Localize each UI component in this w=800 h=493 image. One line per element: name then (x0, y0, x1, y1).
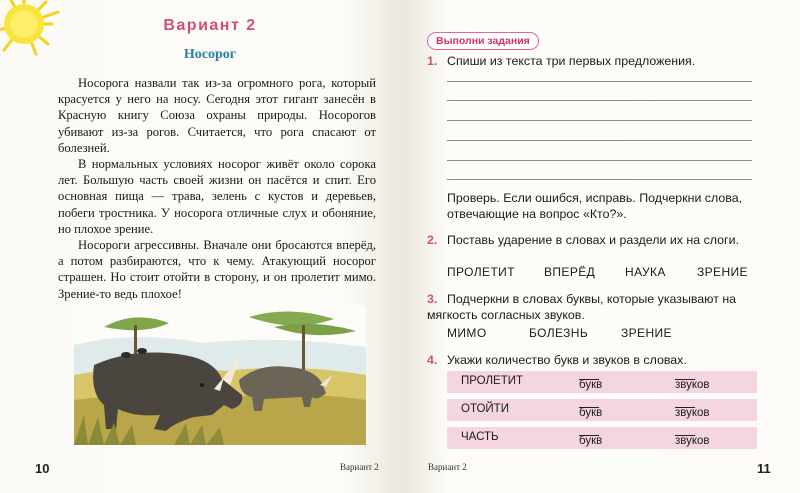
writing-line[interactable] (447, 160, 752, 161)
word[interactable]: НАУКА (625, 265, 666, 279)
page-number: 11 (757, 461, 771, 476)
sounds-label: звуков (675, 379, 710, 391)
writing-line[interactable] (447, 140, 752, 141)
task-text: Укажи количество букв и звуков в словах. (447, 353, 687, 367)
sounds-label: звуков (675, 435, 710, 447)
task-text: Поставь ударение в словах и раздели их на слоги. (447, 233, 739, 247)
word[interactable]: ЗРЕНИЕ (621, 326, 672, 340)
task-text: Спиши из текста три первых предложения. (447, 54, 696, 68)
tasks-label: Выполни задания (427, 32, 539, 50)
task-4 (427, 352, 772, 368)
task-text: Подчеркни в словах буквы, которые указывают на мягкость согласных звуков. (427, 292, 737, 322)
page-footer: Вариант 2 (340, 462, 379, 472)
story-paragraph: Носорога назвали так из-за огромного рога, который красуется у него на носу. Сегодня этот гигант занесён в Красную книгу Союза охраны природы. Носорогов убивают из-за рогов. Считается, что рога спасают от болезней. (58, 76, 376, 155)
letters-label: букв (579, 379, 603, 391)
task-4-row (447, 371, 757, 393)
task-number: 1. (427, 54, 438, 68)
page-number: 10 (35, 461, 50, 476)
writing-line[interactable] (447, 120, 752, 121)
word[interactable]: БОЛЕЗНЬ (529, 326, 589, 340)
task-number: 4. (427, 353, 438, 367)
right-page (402, 0, 800, 493)
task-4-row (447, 427, 757, 449)
word[interactable]: ВПЕРЁД (544, 265, 596, 279)
letters-label: букв (579, 407, 603, 419)
story-paragraph: Носороги агрессивны. Вначале они бросаются вперёд, а потом разбираются, что к чему. Атакующий носорог страшен. Но стоит отойти в сторону, и он пролетит мимо. Зрение-то ведь плохое! (58, 238, 376, 301)
check-instruction: Проверь. Если ошибся, исправь. Подчеркни слова, отвечающие на вопрос «Кто?». (447, 191, 743, 221)
writing-line[interactable] (447, 81, 752, 82)
word[interactable]: ПРОЛЕТИТ (447, 265, 515, 279)
rhinoceros-illustration (74, 305, 366, 445)
page-footer: Вариант 2 (428, 462, 467, 472)
row-word: ОТОЙТИ (461, 403, 509, 415)
word[interactable]: МИМО (447, 326, 487, 340)
sun-icon (0, 0, 72, 72)
task-1 (427, 53, 772, 69)
letters-label: букв (579, 435, 603, 447)
task-3 (427, 291, 772, 323)
sounds-label: звуков (675, 407, 710, 419)
writing-line[interactable] (447, 100, 752, 101)
task-number: 3. (427, 292, 438, 306)
story-title: Носорог (183, 47, 237, 62)
task-2 (427, 232, 772, 248)
row-word: ЧАСТЬ (461, 431, 499, 443)
story-text (58, 75, 376, 302)
word[interactable]: ЗРЕНИЕ (697, 265, 748, 279)
variant-title: Вариант 2 (163, 17, 257, 34)
writing-line[interactable] (447, 179, 752, 180)
task-4-row (447, 399, 757, 421)
story-paragraph: В нормальных условиях носорог живёт около сорока лет. Большую часть своей жизни он пасётся и спит. Его основная пища — трава, зелень с кустов и деревьев, побеги тростника. У носорога отличные слух и обоняние, но плохое зрение. (58, 157, 376, 236)
row-word: ПРОЛЕТИТ (461, 375, 524, 387)
task-number: 2. (427, 233, 438, 247)
